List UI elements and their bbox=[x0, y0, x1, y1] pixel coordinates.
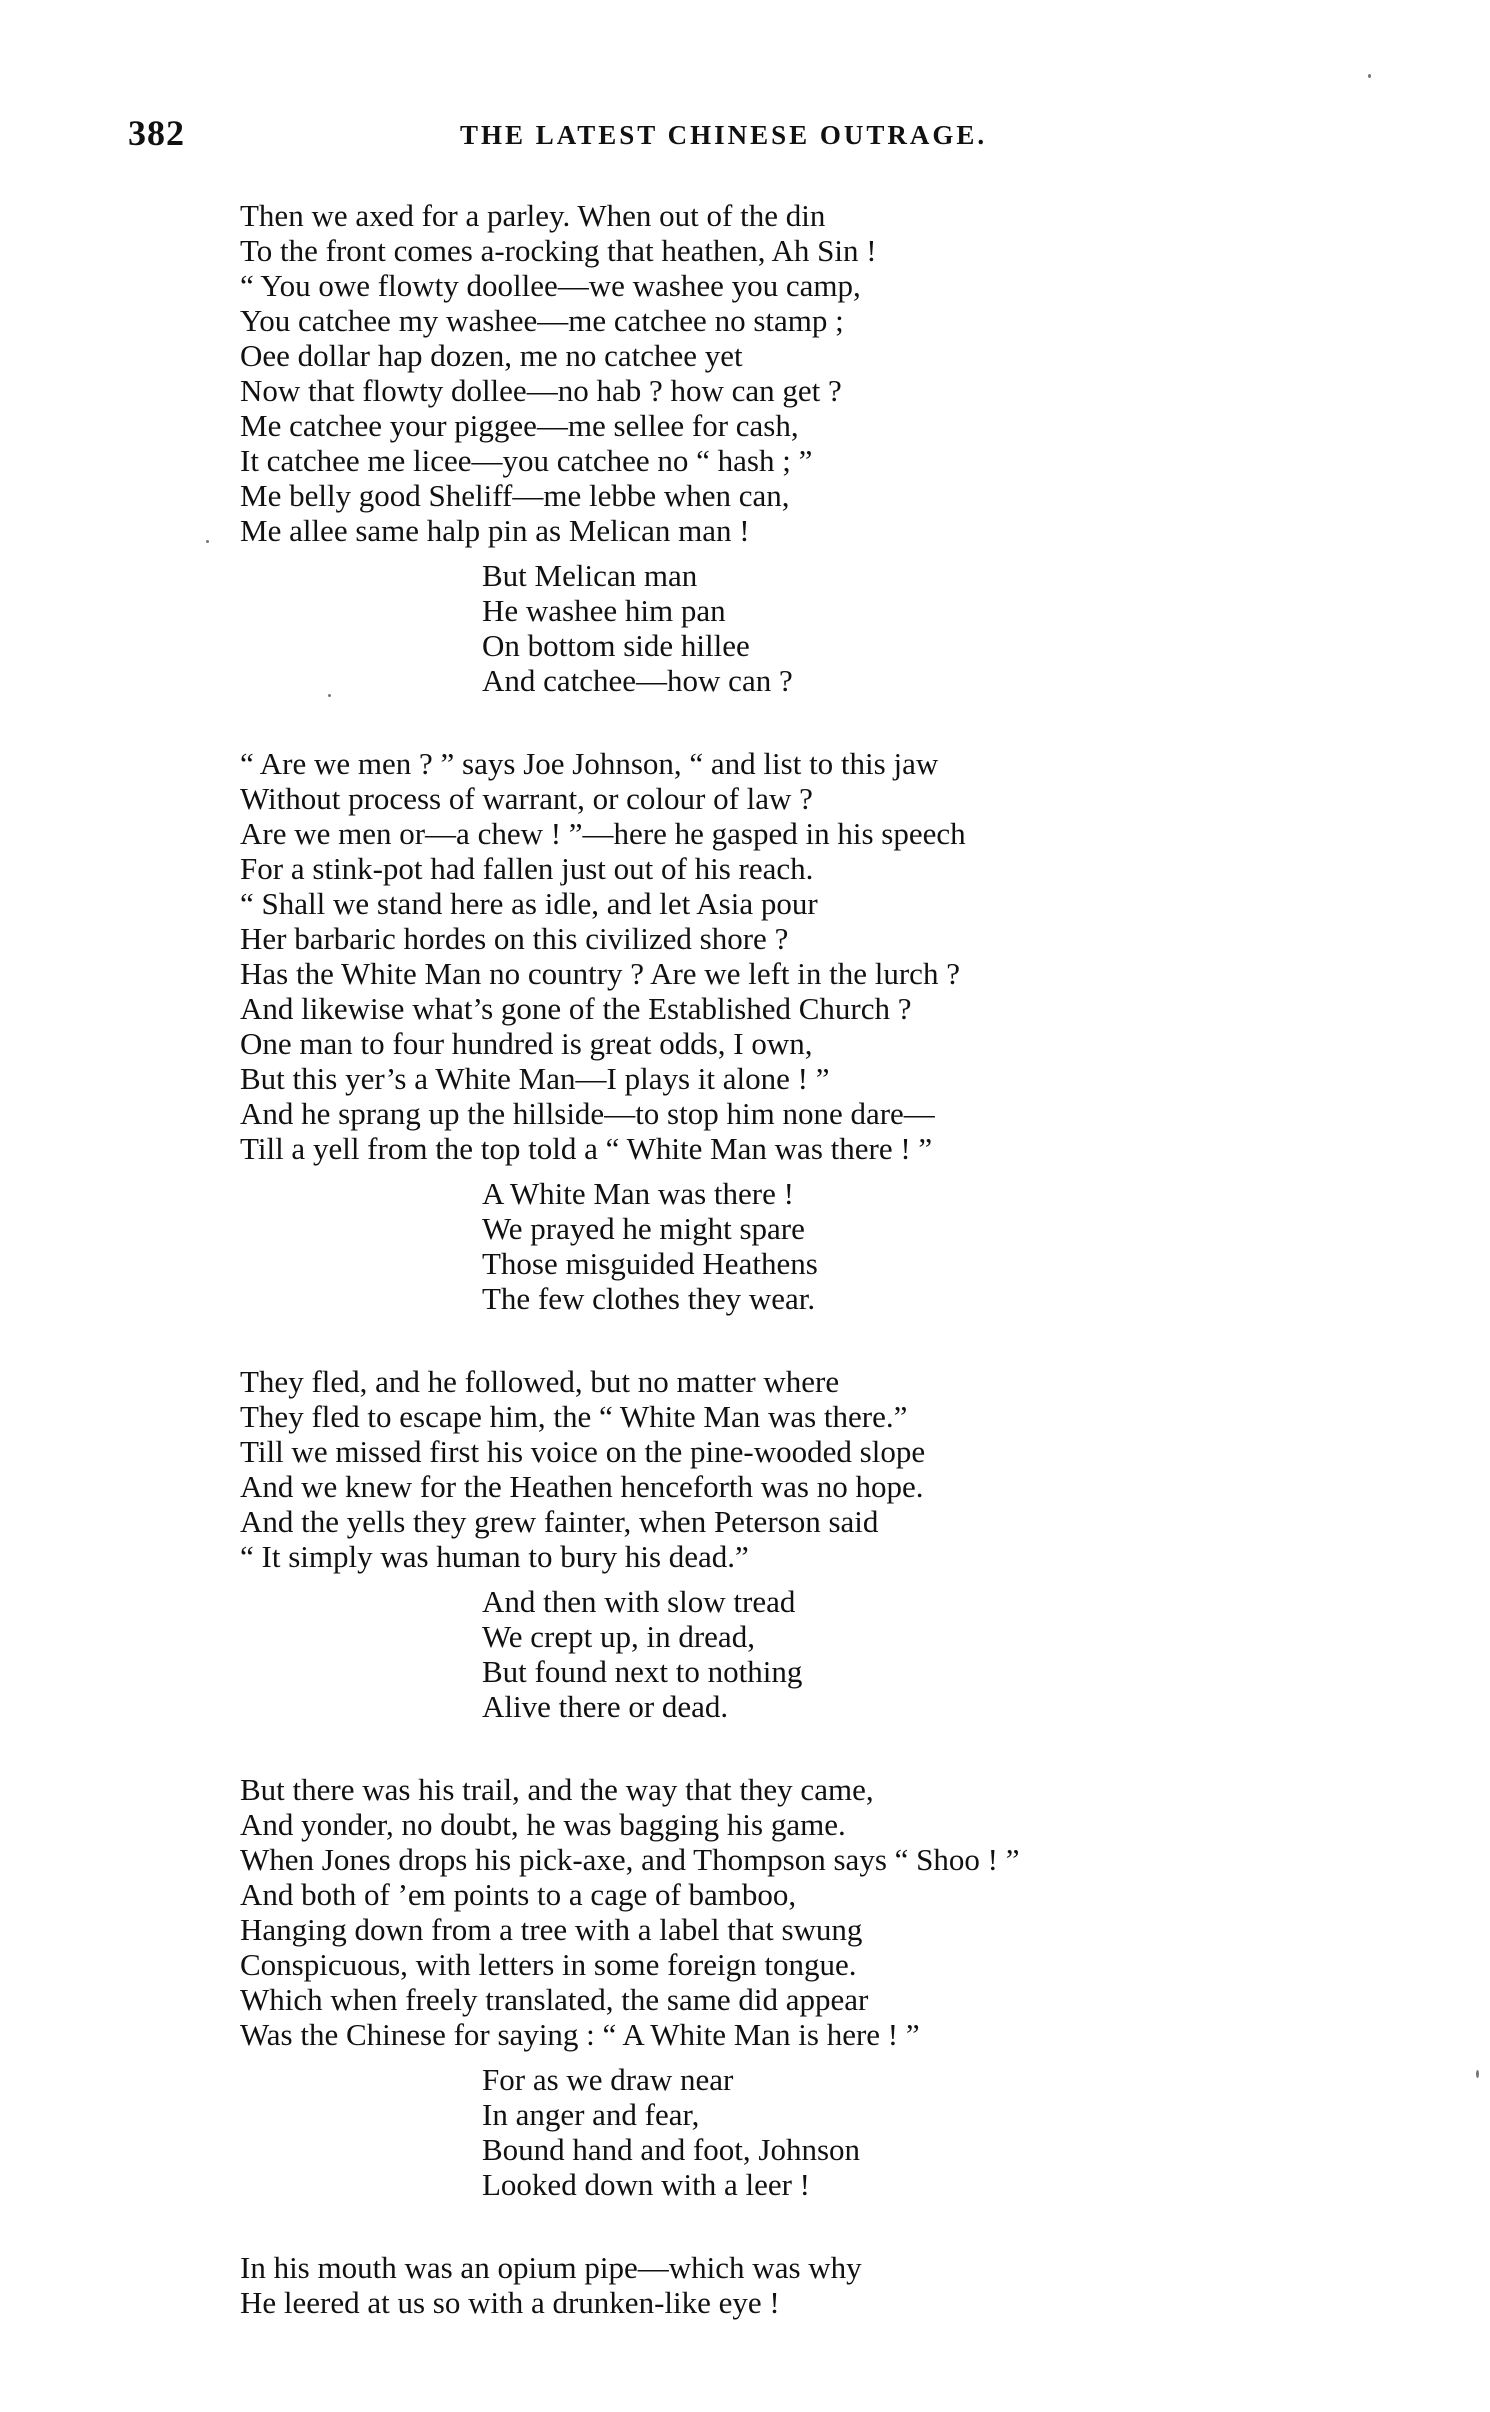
verse-line: But this yer’s a White Man—I plays it alone ! ” bbox=[240, 1061, 830, 1096]
verse-line: Oee dollar hap dozen, me no catchee yet bbox=[240, 338, 743, 373]
verse-line: Me belly good Sheliff—me lebbe when can, bbox=[240, 478, 790, 513]
refrain-line: In anger and fear, bbox=[482, 2097, 700, 2132]
poem-text bbox=[240, 198, 1340, 2320]
stanza bbox=[240, 1772, 1340, 2052]
verse-line: “ Are we men ? ” says Joe Johnson, “ and list to this jaw bbox=[240, 746, 939, 781]
verse-line: Now that flowty dollee—no hab ? how can get ? bbox=[240, 373, 842, 408]
verse-line: And both of ’em points to a cage of bamboo, bbox=[240, 1877, 797, 1912]
refrain bbox=[482, 1176, 1340, 1316]
refrain-line: But Melican man bbox=[482, 558, 698, 593]
verse-line: Conspicuous, with letters in some foreign tongue. bbox=[240, 1947, 857, 1982]
verse-line: Which when freely translated, the same did appear bbox=[240, 1982, 869, 2017]
refrain-line: On bottom side hillee bbox=[482, 628, 750, 663]
verse-line: In his mouth was an opium pipe—which was why bbox=[240, 2250, 862, 2285]
verse-line: You catchee my washee—me catchee no stamp ; bbox=[240, 303, 844, 338]
refrain-line: Looked down with a leer ! bbox=[482, 2167, 810, 2202]
verse-line: And yonder, no doubt, he was bagging his game. bbox=[240, 1807, 846, 1842]
refrain bbox=[482, 558, 1340, 698]
refrain-line: Those misguided Heathens bbox=[482, 1246, 818, 1281]
verse-line: “ You owe flowty doollee—we washee you camp, bbox=[240, 268, 861, 303]
verse-line: And likewise what’s gone of the Established Church ? bbox=[240, 991, 912, 1026]
refrain bbox=[482, 1584, 1340, 1724]
verse-line: Till a yell from the top told a “ White Man was there ! ” bbox=[240, 1131, 933, 1166]
stanza-gap bbox=[240, 2202, 1340, 2250]
stanza bbox=[240, 2250, 1340, 2320]
verse-line: But there was his trail, and the way that they came, bbox=[240, 1772, 874, 1807]
refrain-line: For as we draw near bbox=[482, 2062, 734, 2097]
verse-line: They fled, and he followed, but no matter where bbox=[240, 1364, 840, 1399]
page-number: 382 bbox=[128, 113, 185, 153]
refrain-line: We crept up, in dread, bbox=[482, 1619, 755, 1654]
refrain-line: And catchee—how can ? bbox=[482, 663, 793, 698]
paper-speck bbox=[328, 694, 331, 697]
verse-line: They fled to escape him, the “ White Man was there.” bbox=[240, 1399, 908, 1434]
verse-line: It catchee me licee—you catchee no “ hash ; ” bbox=[240, 443, 813, 478]
verse-line: Has the White Man no country ? Are we left in the lurch ? bbox=[240, 956, 960, 991]
verse-line: For a stink-pot had fallen just out of his reach. bbox=[240, 851, 814, 886]
verse-line: Then we axed for a parley. When out of the din bbox=[240, 198, 826, 233]
refrain bbox=[482, 2062, 1340, 2202]
stanza bbox=[240, 1364, 1340, 1574]
verse-line: When Jones drops his pick-axe, and Thompson says “ Shoo ! ” bbox=[240, 1842, 1020, 1877]
verse-line: “ Shall we stand here as idle, and let Asia pour bbox=[240, 886, 818, 921]
stanza bbox=[240, 198, 1340, 548]
refrain-line: But found next to nothing bbox=[482, 1654, 803, 1689]
verse-line: He leered at us so with a drunken-like eye ! bbox=[240, 2285, 780, 2320]
verse-line: Without process of warrant, or colour of law ? bbox=[240, 781, 813, 816]
verse-line: And he sprang up the hillside—to stop him none dare— bbox=[240, 1096, 935, 1131]
verse-line: Her barbaric hordes on this civilized shore ? bbox=[240, 921, 789, 956]
verse-line: And we knew for the Heathen henceforth was no hope. bbox=[240, 1469, 924, 1504]
refrain-line: He washee him pan bbox=[482, 593, 726, 628]
page-header bbox=[0, 112, 1490, 160]
stanza bbox=[240, 746, 1340, 1166]
paper-speck bbox=[206, 540, 209, 543]
refrain-line: We prayed he might spare bbox=[482, 1211, 805, 1246]
verse-line: One man to four hundred is great odds, I own, bbox=[240, 1026, 813, 1061]
refrain-line: Bound hand and foot, Johnson bbox=[482, 2132, 861, 2167]
refrain-line: Alive there or dead. bbox=[482, 1689, 729, 1724]
paper-speck bbox=[1368, 74, 1371, 78]
verse-line: “ It simply was human to bury his dead.” bbox=[240, 1539, 749, 1574]
verse-line: Hanging down from a tree with a label that swung bbox=[240, 1912, 863, 1947]
running-title: THE LATEST CHINESE OUTRAGE. bbox=[460, 120, 988, 150]
verse-line: Was the Chinese for saying : “ A White Man is here ! ” bbox=[240, 2017, 920, 2052]
stanza-gap bbox=[240, 698, 1340, 746]
verse-line: Till we missed first his voice on the pine-wooded slope bbox=[240, 1434, 926, 1469]
paper-speck bbox=[1476, 2070, 1479, 2078]
verse-line: To the front comes a-rocking that heathen, Ah Sin ! bbox=[240, 233, 877, 268]
verse-line: Me catchee your piggee—me sellee for cash, bbox=[240, 408, 799, 443]
verse-line: Are we men or—a chew ! ”—here he gasped in his speech bbox=[240, 816, 966, 851]
verse-line: And the yells they grew fainter, when Peterson said bbox=[240, 1504, 879, 1539]
refrain-line: A White Man was there ! bbox=[482, 1176, 794, 1211]
refrain-line: And then with slow tread bbox=[482, 1584, 796, 1619]
verse-line: Me allee same halp pin as Melican man ! bbox=[240, 513, 750, 548]
stanza-gap bbox=[240, 1316, 1340, 1364]
stanza-gap bbox=[240, 1724, 1340, 1772]
refrain-line: The few clothes they wear. bbox=[482, 1281, 816, 1316]
